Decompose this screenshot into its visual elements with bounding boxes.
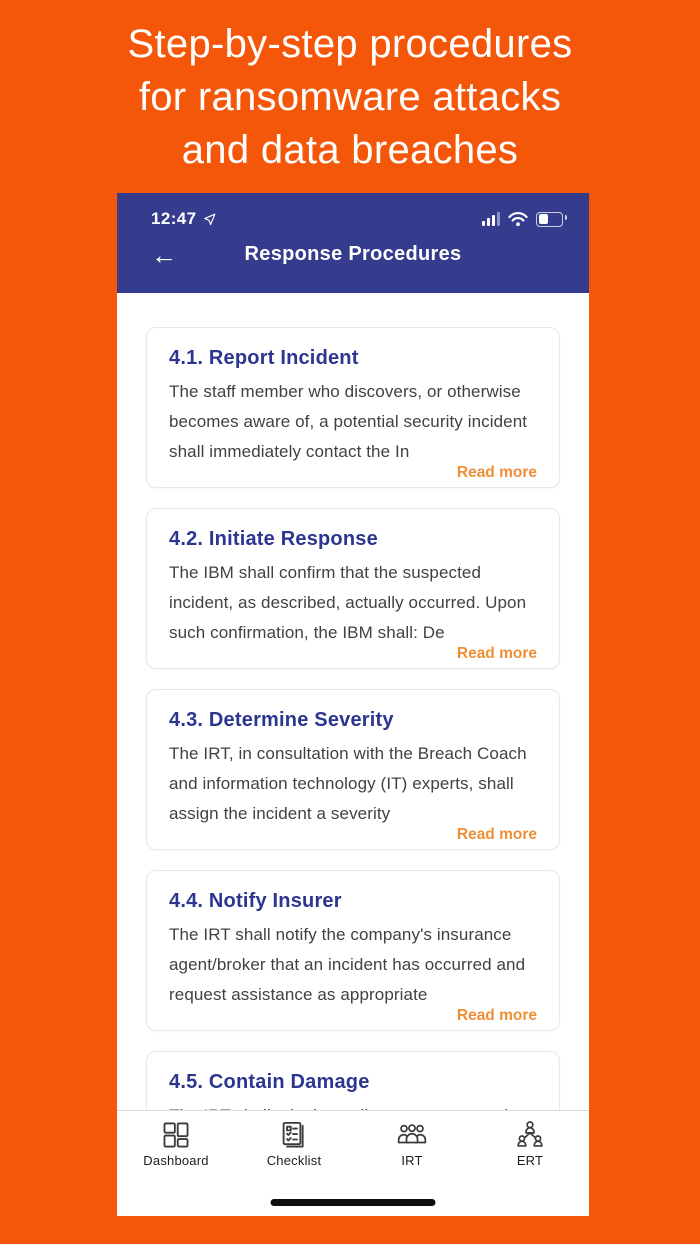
bottom-tab-bar xyxy=(117,1110,589,1216)
hero-title-line: for ransomware attacks xyxy=(138,75,562,119)
procedure-card-initiate-response[interactable] xyxy=(146,508,560,669)
card-title: 4.4. Notify Insurer xyxy=(169,890,342,912)
phone-screenshot xyxy=(117,193,589,1216)
tab-label: Checklist xyxy=(266,1153,322,1168)
card-title: 4.3. Determine Severity xyxy=(169,709,394,731)
status-time: 12:47 xyxy=(151,209,197,228)
card-title: 4.1. Report Incident xyxy=(169,347,359,369)
tab-label: IRT xyxy=(401,1153,423,1168)
dashboard-icon xyxy=(161,1120,191,1150)
wifi-icon xyxy=(508,212,528,227)
read-more-link[interactable]: Read more xyxy=(456,464,537,481)
checklist-icon xyxy=(279,1120,309,1150)
home-indicator xyxy=(271,1199,436,1206)
card-body: The staff member who discovers, or otherwise becomes aware of, a potential security incident shall immediately contact the In xyxy=(169,382,528,461)
signal-icon xyxy=(482,212,500,226)
hero-title-line: Step-by-step procedures xyxy=(127,22,573,66)
card-body: The IBM shall confirm that the suspected incident, as described, actually occurred. Upon such confirmation, the IBM shall: De xyxy=(169,563,527,642)
card-title: 4.2. Initiate Response xyxy=(169,528,378,550)
read-more-link[interactable]: Read more xyxy=(456,1007,537,1024)
tab-label: ERT xyxy=(516,1153,544,1168)
hero-title xyxy=(0,18,700,177)
tab-irt[interactable] xyxy=(353,1120,471,1168)
procedure-card-determine-severity[interactable] xyxy=(146,689,560,850)
status-bar xyxy=(151,206,563,232)
card-body: The IRT, in consultation with the Breach Coach and information technology (IT) experts, shall assign the incident a severity xyxy=(169,744,527,823)
card-title: 4.5. Contain Damage xyxy=(169,1071,370,1093)
read-more-link[interactable]: Read more xyxy=(456,826,537,843)
hero-title-line: and data breaches xyxy=(181,128,519,172)
back-button[interactable]: ← xyxy=(151,240,177,270)
procedure-card-report-incident[interactable] xyxy=(146,327,560,488)
tab-ert[interactable] xyxy=(471,1120,589,1168)
card-body: The IRT shall notify the company's insurance agent/broker that an incident has occurred and request assistance as appropriate xyxy=(169,925,526,1004)
read-more-link[interactable]: Read more xyxy=(456,645,537,662)
procedures-list[interactable] xyxy=(117,293,589,1216)
tab-checklist[interactable] xyxy=(235,1120,353,1168)
nav-bar xyxy=(117,237,589,277)
tab-label: Dashboard xyxy=(143,1153,209,1168)
battery-icon xyxy=(536,212,563,227)
procedure-card-notify-insurer[interactable] xyxy=(146,870,560,1031)
app-header xyxy=(117,193,589,293)
page-title: Response Procedures xyxy=(244,243,462,265)
ert-team-icon xyxy=(515,1120,545,1150)
irt-team-icon xyxy=(396,1120,428,1150)
location-icon xyxy=(202,212,217,227)
tab-dashboard[interactable] xyxy=(117,1120,235,1168)
